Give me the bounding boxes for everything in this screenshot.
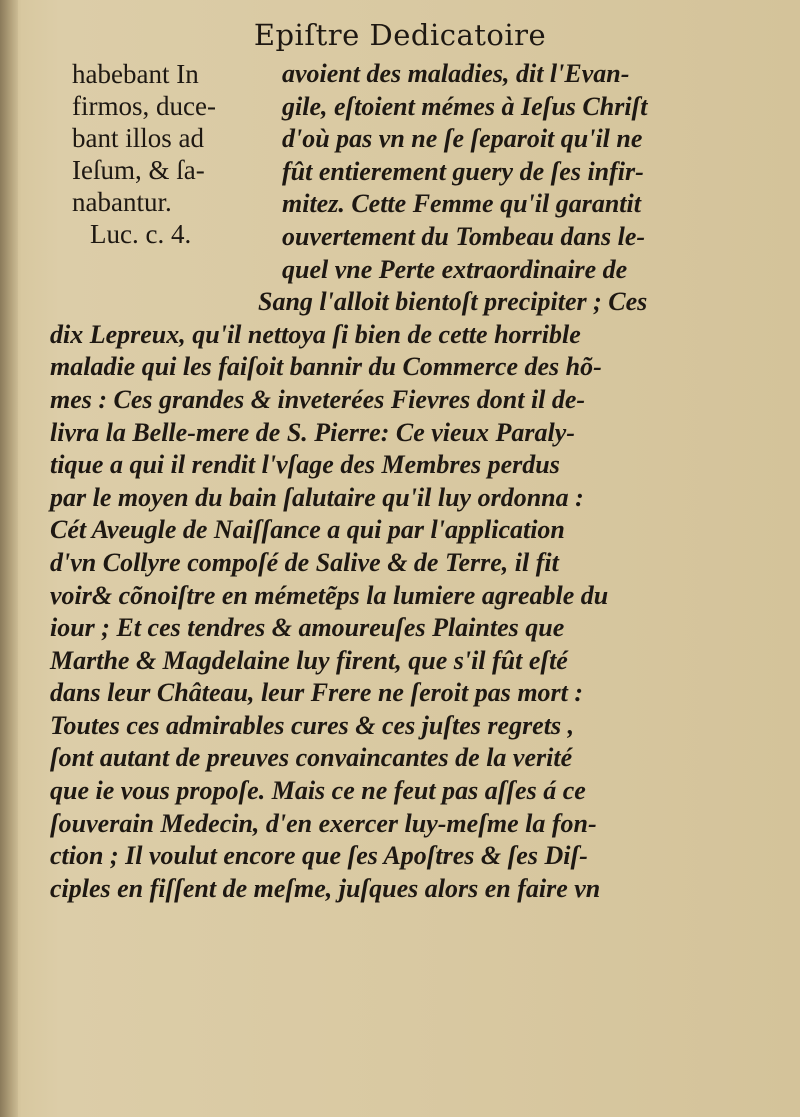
- text-line: livra la Belle-mere de S. Pierre: Ce vieux Paraly-: [50, 417, 575, 447]
- text-line: maladie qui les faiſoit bannir du Commerce des hõ-: [50, 352, 602, 382]
- text-line: par le moyen du bain ſalutaire qu'il luy ordonna :: [50, 482, 584, 512]
- body-text: [50, 58, 770, 905]
- text-line: ouvertement du Tombeau dans le-: [282, 221, 646, 251]
- text-line: tique a qui il rendit l'vſage des Membres perdus: [50, 450, 560, 480]
- text-line: mes : Ces grandes & inveterées Fievres dont il de-: [50, 384, 586, 414]
- text-line: avoient des maladies, dit l'Evan-: [282, 59, 630, 88]
- margin-note-line: bant illos ad: [72, 123, 204, 153]
- text-line: iour ; Et ces tendres & amoureuſes Plaintes que: [50, 613, 565, 643]
- margin-note-line: Ieſum, & ſa-: [72, 155, 205, 185]
- text-line: gile, eſtoient mémes à Ieſus Chriſt: [282, 91, 648, 121]
- text-line: Sang l'alloit bientoſt precipiter ; Ces: [258, 287, 648, 317]
- text-line: voir& cõnoiſtre en mémetẽps la lumiere agreable du: [50, 580, 609, 610]
- text-line: Cét Aveugle de Naiſſance a qui par l'application: [50, 515, 565, 545]
- text-line: d'où pas vn ne ſe ſeparoit qu'il ne: [282, 124, 643, 154]
- text-line: mitez. Cette Femme qu'il garantit: [282, 189, 641, 219]
- text-line: dans leur Château, leur Frere ne ſeroit pas mort :: [50, 678, 584, 708]
- text-line: dix Lepreux, qu'il nettoya ſi bien de cette horrible: [50, 319, 581, 349]
- text-line: ſouverain Medecin, d'en exercer luy-meſme la fon-: [50, 808, 597, 838]
- running-header: Epiſtre Dedicatoire: [253, 18, 547, 52]
- text-line: quel vne Perte extraordinaire de: [282, 254, 628, 284]
- page-binding-edge: [0, 0, 18, 1117]
- text-line: fût entierement guery de ſes infir-: [282, 156, 644, 186]
- margin-note-line: nabantur.: [72, 187, 172, 217]
- text-line: d'vn Collyre compoſé de Salive & de Terre, il fit: [50, 547, 559, 577]
- margin-note-line: firmos, duce-: [72, 91, 216, 121]
- text-line: ciples en fiſſent de meſme, juſques alors en faire vn: [50, 873, 601, 903]
- text-line: Marthe & Magdelaine luy firent, que s'il fût eſté: [50, 645, 568, 675]
- text-line: ſont autant de preuves convaincantes de la verité: [50, 743, 573, 773]
- scripture-reference: Luc. c. 4.: [90, 219, 192, 249]
- margin-note-line: habebant In: [72, 59, 199, 89]
- text-line: ction ; Il voulut encore que ſes Apoſtres & ſes Diſ-: [50, 841, 588, 871]
- text-line: que ie vous propoſe. Mais ce ne feut pas aſſes á ce: [50, 776, 586, 806]
- text-line: Toutes ces admirables cures & ces juſtes regrets ,: [50, 710, 575, 740]
